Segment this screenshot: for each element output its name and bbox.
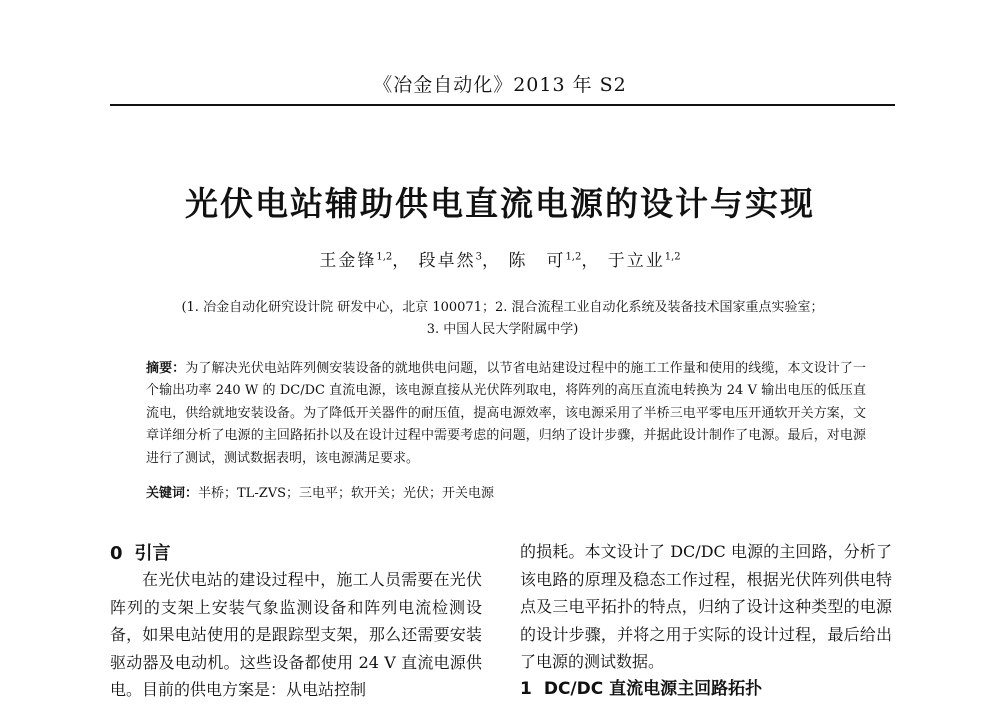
intro-paragraph: 在光伏电站的建设过程中，施工人员需要在光伏阵列的支架上安装气象监测设备和阵列电流检测设备，如果电站使用的是跟踪型支架，那么还需要安装驱动器及电动机。这些设备都使用 24 V 直流电源供电。目前的供电方案是：从电站控制 xyxy=(110,570,482,699)
author-affil-mark: 1,2 xyxy=(376,251,393,263)
author-list xyxy=(0,246,1000,271)
author-name: 段卓然 xyxy=(418,251,476,271)
author-affil-mark: 1,2 xyxy=(664,251,681,263)
author-affil-mark: 1,2 xyxy=(565,251,582,263)
journal-header: 《冶金自动化》2013 年 S2 xyxy=(373,74,627,96)
section-title: 引言 xyxy=(134,543,171,564)
author-separator: ， xyxy=(392,251,412,271)
section-heading-topology xyxy=(520,674,762,699)
intro-paragraph-continued: 的损耗。本文设计了 DC/DC 电源的主回路，分析了该电路的原理及稳态工作过程，根据光伏阵列供电特点及三电平拓扑的特点，归纳了设计这种类型的电源的设计步骤，并将之用于实际的设计过程，最后给出了电源的测试数据。 xyxy=(520,542,892,671)
section-heading-introduction xyxy=(110,539,171,565)
affiliation-line-1: (1. 冶金自动化研究设计院 研发中心，北京 100071；2. 混合流程工业自动化系统及装备技术国家重点实验室； xyxy=(181,300,824,315)
paper-title: 光伏电站辅助供电直流电源的设计与实现 xyxy=(185,184,815,223)
abstract xyxy=(146,358,866,470)
author-name: 王金锋 xyxy=(319,251,377,271)
keywords-label: 关键词： xyxy=(146,486,199,501)
affiliation-line-2: 3. 中国人民大学附属中学) xyxy=(426,322,579,337)
author-separator: ， xyxy=(482,251,502,271)
keywords xyxy=(146,482,866,501)
header-rule xyxy=(110,104,895,106)
author-name: 于立业 xyxy=(607,251,665,271)
section-number: 1 xyxy=(520,679,532,699)
abstract-text: 为了解决光伏电站阵列侧安装设备的就地供电问题，以节省电站建设过程中的施工工作量和使用的线缆，本文设计了一个输出功率 240 W 的 DC/DC 直流电源，该电源直接从光伏阵列取电，将阵列的高压直流电转换为 24 V 输出电压的低压直流电，供给就地安装设备。为了降低开关器件的耐压值，提高电源效率，该电源采用了半桥三电平零电压开通软开关方案，文章详细分析了电源的主回路拓扑以及在设计过程中需要考虑的问题，归纳了设计步骤，并据此设计制作了电源。最后，对电源进行了测试，测试数据表明，该电源满足要求。 xyxy=(146,361,866,466)
section-number: 0 xyxy=(110,543,123,564)
section-title: DC/DC 直流电源主回路拓扑 xyxy=(543,679,763,699)
author-name: 陈 可 xyxy=(508,251,566,271)
right-column xyxy=(520,538,892,676)
keywords-text: 半桥；TL-ZVS；三电平；软开关；光伏；开关电源 xyxy=(198,486,495,501)
author-affil-mark: 3 xyxy=(475,251,483,263)
abstract-label: 摘要： xyxy=(146,361,186,376)
left-column xyxy=(110,566,482,704)
author-separator: ， xyxy=(581,251,601,271)
